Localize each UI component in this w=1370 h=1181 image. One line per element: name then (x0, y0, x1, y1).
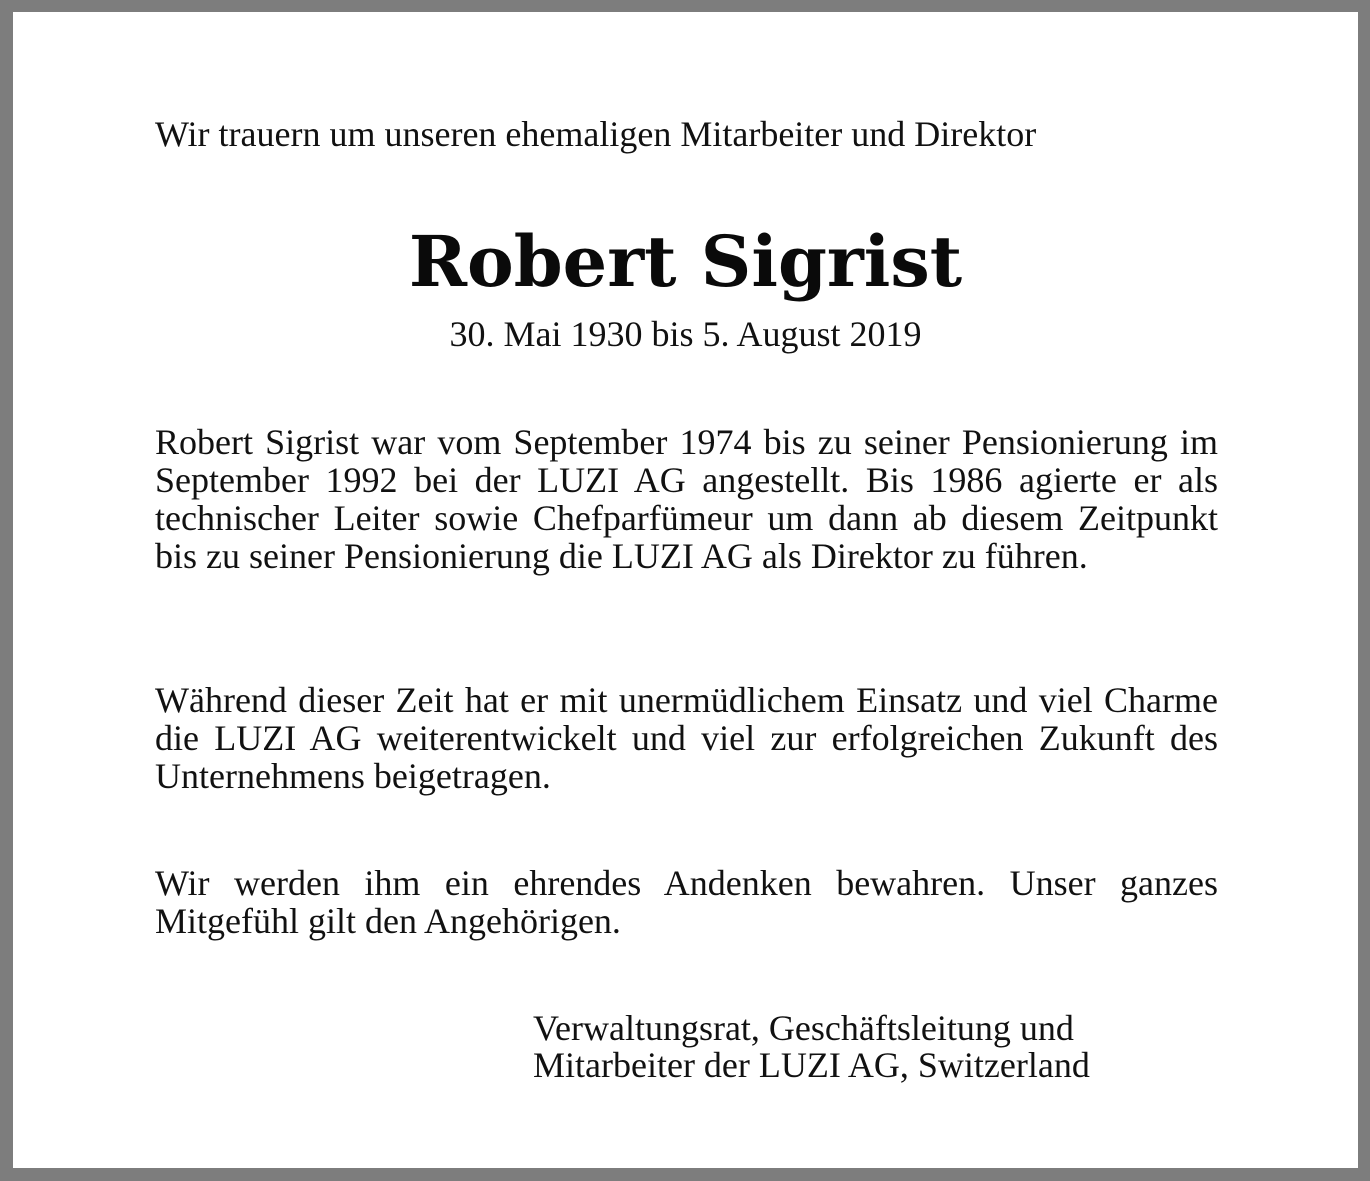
intro-line: Wir trauern um unseren ehemaligen Mitarbeiter und Direktor (155, 114, 1037, 154)
signature-block (533, 1010, 1090, 1084)
condolence-paragraph: Wir werden ihm ein ehrendes Andenken bewahren. Unser ganzes Mitgefühl gilt den Angehörigen. (155, 863, 1218, 941)
life-dates: 30. Mai 1930 bis 5. August 2019 (449, 314, 922, 354)
signature-line-2: Mitarbeiter der LUZI AG, Switzerland (533, 1045, 1090, 1085)
career-paragraph: Robert Sigrist war vom September 1974 bis zu seiner Pensionierung im September 1992 bei der LUZI AG angestellt. Bis 1986 agierte er als technischer Leiter sowie Chefparfümeur um dann ab diesem Zeitpunkt bis zu seiner Pensionierung die LUZI AG als Direktor zu führen. (155, 422, 1218, 576)
deceased-name: Robert Sigrist (408, 220, 963, 303)
signature-line-1: Verwaltungsrat, Geschäftsleitung und (533, 1008, 1074, 1048)
tribute-paragraph: Während dieser Zeit hat er mit unermüdlichem Einsatz und viel Charme die LUZI AG weiterentwickelt und viel zur erfolgreichen Zukunft des Unternehmens beigetragen. (155, 680, 1218, 796)
